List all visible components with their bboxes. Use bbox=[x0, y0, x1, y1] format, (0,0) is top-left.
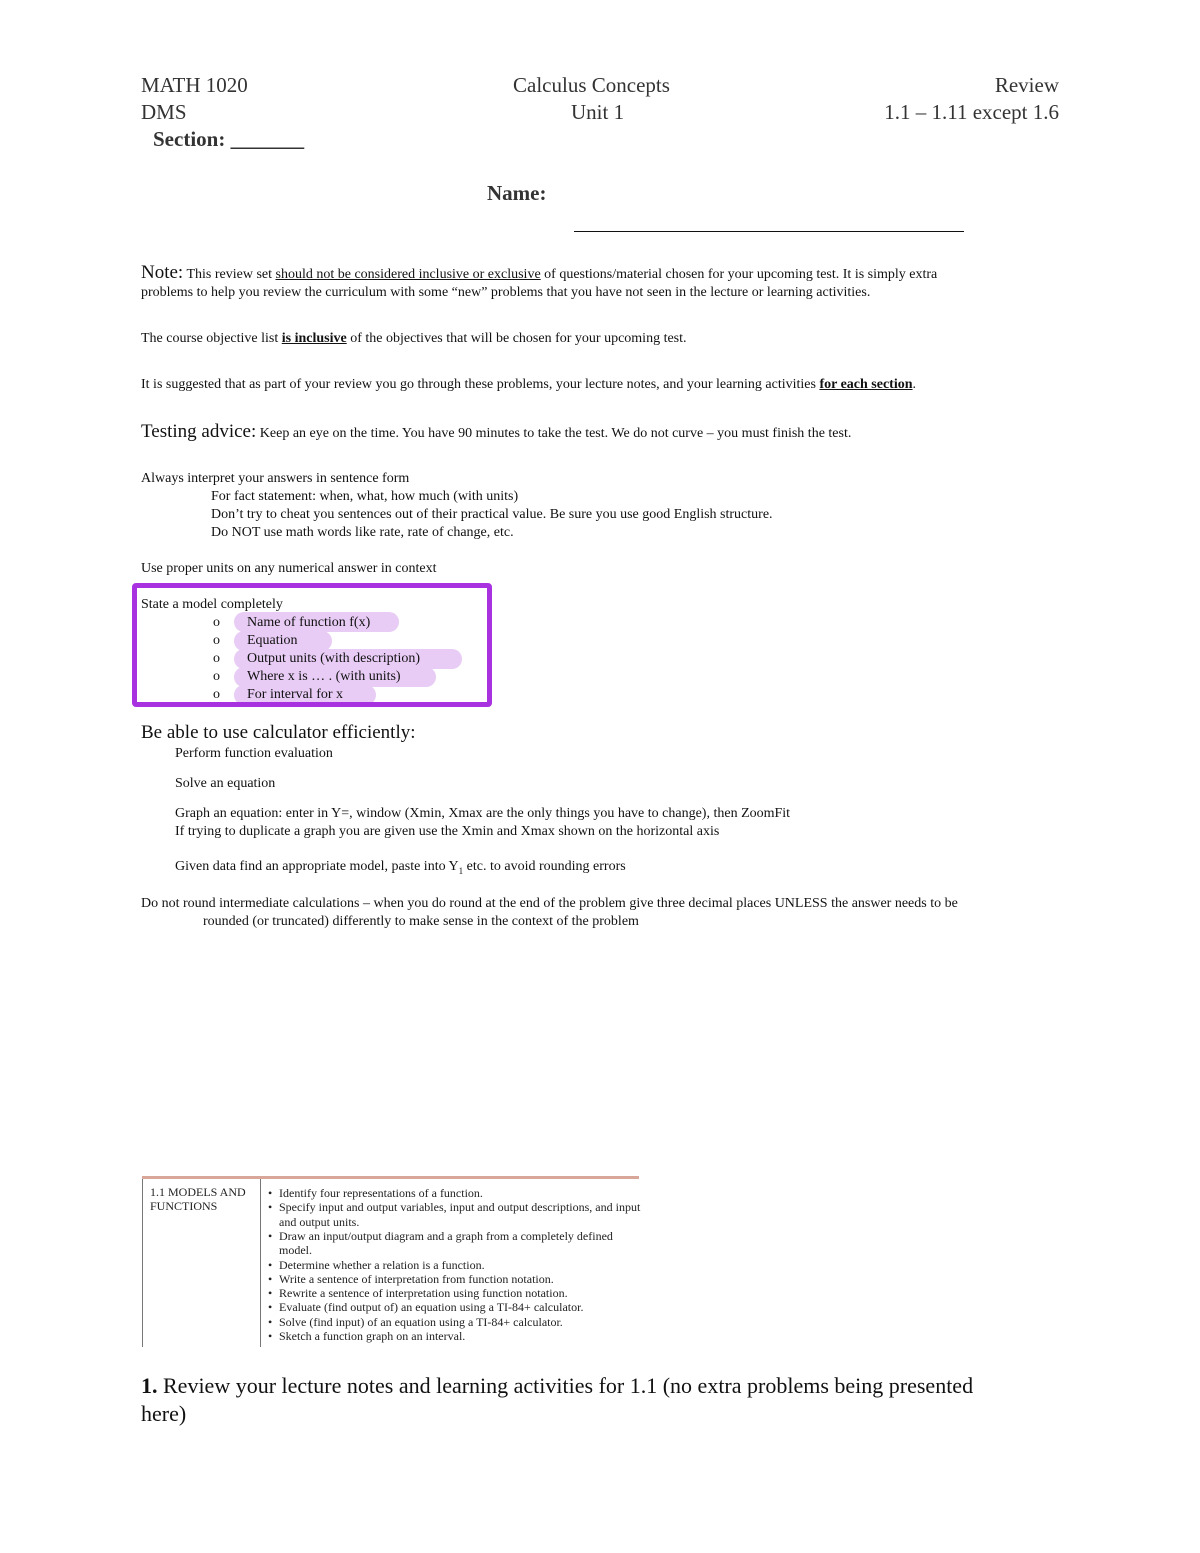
bullet-icon: o bbox=[213, 615, 220, 630]
problem-text: Review your lecture notes and learning activities for 1.1 (no extra problems being presented bbox=[163, 1373, 974, 1398]
suggested-emphasis: for each section bbox=[819, 377, 913, 392]
unit-label: Unit 1 bbox=[571, 100, 625, 124]
department: DMS bbox=[141, 100, 187, 124]
bullet-icon: o bbox=[213, 687, 220, 702]
objective-line: Rewrite a sentence of interpretation using function notation. bbox=[279, 1286, 568, 1301]
model-item: Where x is … . (with units) bbox=[247, 669, 401, 684]
objective-line: Sketch a function graph on an interval. bbox=[279, 1329, 466, 1343]
table-section-title: 1.1 MODELS AND bbox=[150, 1185, 246, 1199]
calculator-item-tail: etc. to avoid rounding errors bbox=[466, 859, 626, 874]
note-line-2: problems to help you review the curriculum with some “new” problems that you have not seen in the lecture or learning activities. bbox=[141, 285, 871, 300]
doc-kind: Review bbox=[994, 73, 1059, 97]
bullet-icon: • bbox=[268, 1271, 273, 1286]
units-line: Use proper units on any numerical answer in context bbox=[141, 561, 437, 576]
calculator-item-text: Given data find an appropriate model, paste into Y bbox=[175, 859, 459, 874]
model-item: Name of function f(x) bbox=[247, 615, 371, 630]
note-text-2: of questions/material chosen for your upcoming test. It is simply extra bbox=[544, 267, 938, 282]
model-item: Equation bbox=[247, 633, 298, 648]
bullet-icon: o bbox=[213, 669, 220, 684]
testing-advice bbox=[141, 421, 851, 443]
objective-emphasis: is inclusive bbox=[281, 331, 347, 346]
suggested-paragraph bbox=[141, 377, 916, 393]
calculator-item: Graph an equation: enter in Y=, window (Xmin, Xmax are the only things you have to change), then ZoomFit bbox=[175, 806, 791, 821]
calculator-item-model bbox=[175, 859, 626, 876]
rounding-line-1: Do not round intermediate calculations – when you do round at the end of the problem give three decimal places UNLESS the answer needs to be bbox=[141, 896, 958, 911]
problem-1-line-2: here) bbox=[141, 1401, 187, 1426]
rounding-line-2: rounded (or truncated) differently to make sense in the context of the problem bbox=[203, 914, 639, 929]
course-code: MATH 1020 bbox=[141, 73, 248, 97]
bullet-icon: • bbox=[268, 1300, 273, 1315]
subscript: 1 bbox=[458, 865, 464, 876]
section-blank: _______ bbox=[230, 127, 305, 151]
objective-line: model. bbox=[279, 1243, 312, 1258]
bullet-icon: • bbox=[268, 1228, 273, 1243]
note-text-1: This review set bbox=[186, 267, 272, 282]
table-section-title: FUNCTIONS bbox=[150, 1199, 218, 1213]
objective-text-1: The course objective list bbox=[141, 331, 279, 346]
section-label: Section: bbox=[153, 127, 226, 151]
testing-text: Keep an eye on the time. You have 90 minutes to take the test. We do not curve – you must finish the test. bbox=[259, 426, 852, 441]
bullet-icon: • bbox=[268, 1286, 273, 1301]
objective-line: Solve (find input) of an equation using a TI-84+ calculator. bbox=[279, 1314, 563, 1329]
objective-line: Identify four representations of a function. bbox=[279, 1186, 483, 1200]
objective-line: Evaluate (find output of) an equation using a TI-84+ calculator. bbox=[279, 1300, 584, 1315]
objective-text-2: of the objectives that will be chosen for your upcoming test. bbox=[350, 331, 687, 346]
bullet-icon: o bbox=[213, 651, 220, 666]
note-underlined: should not be considered inclusive or exclusive bbox=[275, 267, 541, 282]
bullet-icon: • bbox=[268, 1314, 273, 1329]
bullet-icon: • bbox=[268, 1257, 273, 1272]
suggested-text: It is suggested that as part of your review you go through these problems, your lecture notes, and your learning activities bbox=[141, 377, 816, 392]
problem-1 bbox=[141, 1373, 973, 1399]
interpret-item: Do NOT use math words like rate, rate of change, etc. bbox=[211, 525, 514, 540]
objective-line: and output units. bbox=[279, 1214, 360, 1229]
calculator-title: Be able to use calculator efficiently: bbox=[141, 722, 416, 743]
model-item: Output units (with description) bbox=[247, 651, 421, 666]
bullet-icon: • bbox=[268, 1200, 273, 1215]
section-field bbox=[153, 127, 304, 152]
objectives-table bbox=[142, 1176, 639, 1347]
note-paragraph bbox=[141, 262, 937, 284]
section-range: 1.1 – 1.11 except 1.6 bbox=[884, 100, 1059, 124]
objective-line: Write a sentence of interpretation from function notation. bbox=[279, 1271, 554, 1286]
model-item: For interval for x bbox=[247, 687, 344, 702]
name-label: Name: bbox=[487, 181, 547, 205]
model-title: State a model completely bbox=[141, 597, 283, 612]
objective-line: Draw an input/output diagram and a graph from a completely defined bbox=[279, 1228, 613, 1243]
interpret-item: Don’t try to cheat you sentences out of their practical value. Be sure you use good English structure. bbox=[211, 507, 773, 522]
calculator-item: If trying to duplicate a graph you are given use the Xmin and Xmax shown on the horizontal axis bbox=[175, 824, 720, 839]
bullet-icon: o bbox=[213, 633, 220, 648]
testing-label: Testing advice: bbox=[141, 421, 257, 442]
bullet-icon: • bbox=[268, 1329, 273, 1343]
calculator-item: Solve an equation bbox=[175, 776, 276, 791]
objective-paragraph bbox=[141, 331, 687, 347]
name-line bbox=[574, 231, 964, 232]
objective-line: Determine whether a relation is a function. bbox=[279, 1257, 485, 1272]
suggested-end: . bbox=[912, 377, 917, 392]
objective-line: Specify input and output variables, input and output descriptions, and input bbox=[279, 1200, 641, 1215]
interpret-title: Always interpret your answers in sentence form bbox=[141, 471, 410, 486]
note-label: Note: bbox=[141, 262, 184, 283]
doc-title: Calculus Concepts bbox=[513, 73, 670, 97]
table-divider bbox=[260, 1179, 261, 1347]
bullet-icon: • bbox=[268, 1186, 273, 1200]
calculator-item: Perform function evaluation bbox=[175, 746, 333, 761]
problem-number: 1. bbox=[141, 1373, 158, 1398]
table-border bbox=[142, 1179, 143, 1347]
interpret-item: For fact statement: when, what, how much (with units) bbox=[211, 489, 519, 504]
